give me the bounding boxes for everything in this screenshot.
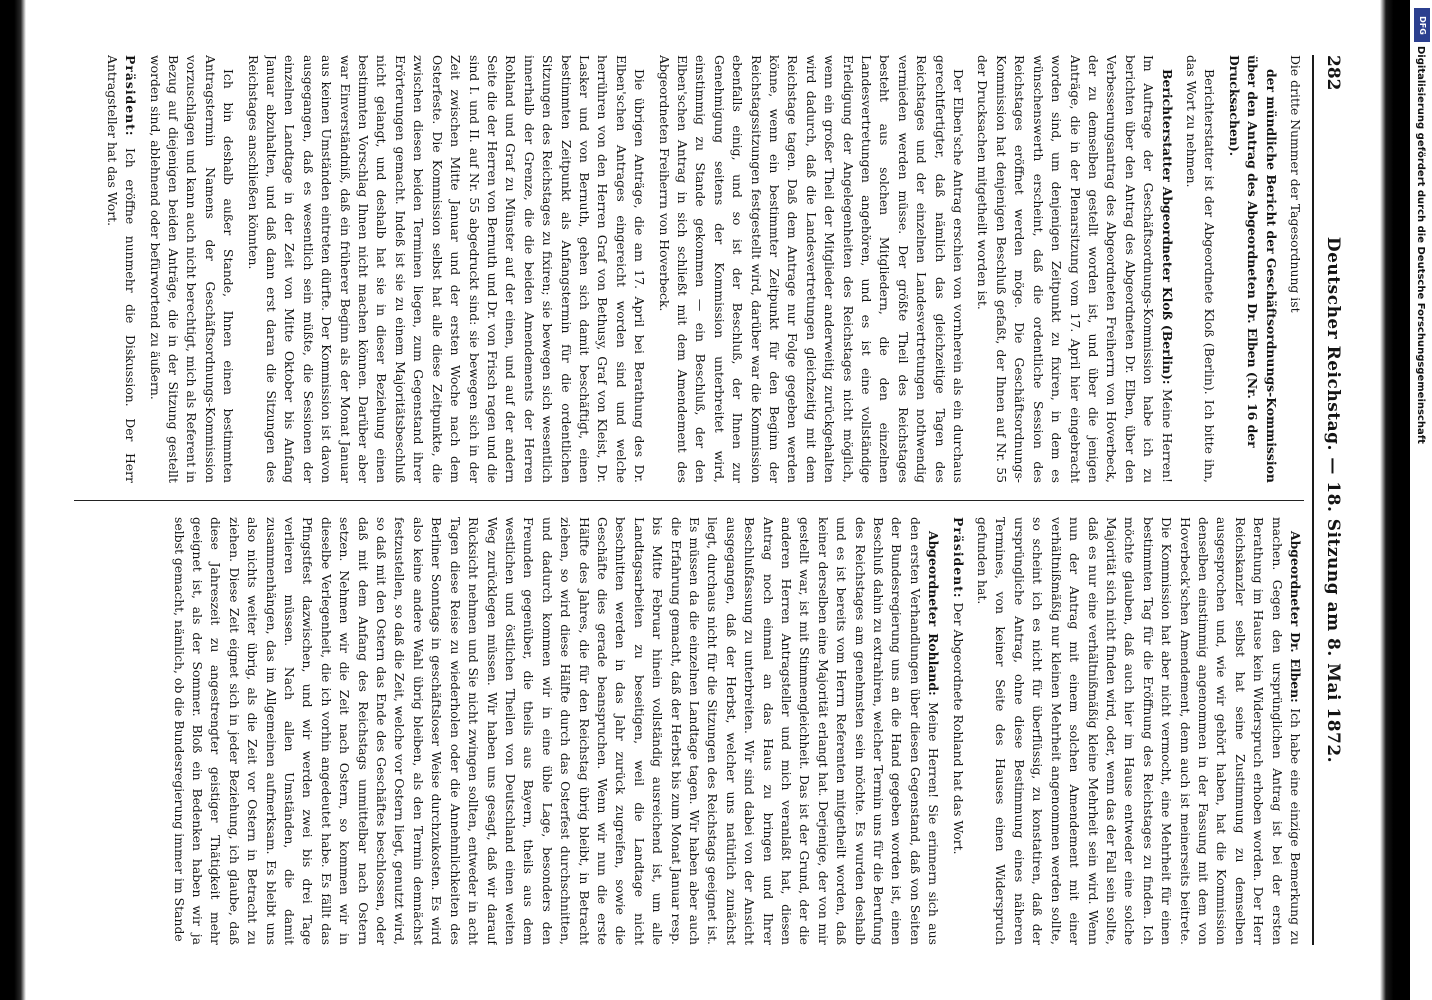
- dfg-logo-text: DFG: [1417, 15, 1427, 35]
- report-text: Meine Herren! Im Auftrage der Geschäftsordnungs-Kommission habe ich zu berichten über den Antrag des Abgeordneten Dr. Elben, über den Verbesserungsantrag des Abgeordneten Freiherrn von Hoverbeck, der zu demselben gestellt worden ist, und über die jenigen Anträge, die in der Plenarsitzung vom 17. April hier eingebracht worden sind, um denjenigen Zeitpunkt zu fixiren, in dem es wünschenswerth erscheint, daß die ordentliche Session des Reichstages eröffnet werden möge. Die Geschäftsordnungs-Kommission hat denjenigen Beschluß gefaßt, der Ihnen auf Nr. 55 der Drucksachen mitgetheilt worden ist.: [975, 55, 1175, 483]
- header-rule: [1312, 55, 1314, 945]
- page-number: 282: [1323, 55, 1343, 91]
- speech-text: Meine Herren! Sie erinnern sich aus den ersten Verhandlungen über diesen Gegenstand, daß von Seiten der Bundesregierung uns an die Hand gegeben worden ist, einen Beschluß dahin zu extrahiren, welcher Termin uns für die Berufung des Reichstages am genehmsten sein möchte. Es wurden deshalb und es ist bereits vom Herrn Referenten mitgetheilt worden, daß keiner derselben eine Majorität erlangt hat. Derjenige, der von mir gestellt war, ist mit Stimmengleichheit. Das ist der Grund, der die anderen Herren Antragsteller und mich veranlaßt hat, diesen Antrag noch einmal an das Haus zu bringen und Ihrer Beschlußfassung zu unterbreiten. Wir sind dabei von der Ansicht ausgegangen, daß der Herbst, welcher uns natürlich zunächst liegt, durchaus nicht für die Sitzungen des Reichstags geeignet ist. Es müssen da die einzelnen Landtage tagen. Wir haben aber auch die Erfahrung gemacht, daß der Herbst bis zum Monat Januar resp. bis Mitte Februar hinein vollständig ausreichend ist, um alle Landtagsarbeiten zu beseitigen, weil die Landtage nicht beschnitten werden in das Jahr zurück zugreifen, sowie die Geschäfte dies gerade beanspruchen. Wenn wir nun die erste Hälfte des Jahres, die für den Reichstag übrig bleibt, in Betracht ziehen, so wird diese Hälfte durch das Osterfest durchschnitten, und dadurch kommen wir in eine üble Lage, besonders den Freunden gegenüber, die theils aus Bayern, theils aus dem westlichen und östlichen Theilen von Deutschland einen weiten Weg zurücklegen müssen. Wir haben uns gesagt, daß wir darauf Rücksicht nehmen und Sie nicht zwingen sollten, entweder in acht Tagen diese Reise zu wiederholen oder die Annehmlichkeiten des Berliner Sonntags in geschäftsloser Weise durchzukosten. Es wird also keine andere Wahl übrig bleiben, als den Termin demnächst festzustellen, so daß die Zeit, welche vor Ostern liegt, genutzt wird, so daß mit den Ostern das Ende des Geschäftes beschlossen, oder daß mit dem Anfang des Reichstags unmittelbar nach Ostern setzen. Nehmen wir die Zeit nach Ostern, so kommen wir in dieselbe Verlegenheit, die ich vorhin angedeutet habe. Es fällt das Pfingstfest dazwischen, und wir werden zwei bis drei Tage verlieren müssen. Nach allen Umständen, die damit zusammenhängen, das im Allgemeinen aufmerksam. Es bleibt uns also nichts weiter übrig, als die Zeit vor Ostern in Betracht zu ziehen. Diese Zeit eignet sich in jeder Beziehung, ich glaube, daß diese Jahreszeit zu angestrengter geistiger Thätigkeit mehr geeignet ist, als der Sommer. Bloß ein Bedenken haben wir ja selbst gemacht, nämlich, ob die Bundesregierung immer im Stande: [171, 517, 942, 945]
- text-column-left: [74, 55, 1304, 483]
- speech-paragraph: [169, 517, 942, 945]
- document-page: [50, 55, 1350, 945]
- motion-title: der mündliche Bericht der Geschäftsordnungs-Kommission über den Antrag des Abgeordneten Dr. Elben (Nr. 16 der Drucksachen).: [1226, 55, 1279, 483]
- body-paragraph: Der Elben'sche Antrag erschien von vornherein als ein durchaus gerechtfertigter, daß nämlich das gleichzeitige Tagen des Reichstages und der einzelnen Landesvertretungen nothwendig vermieden werden müsse. Der größte Theil des Reichstages besteht aus solchen Mitgliedern, die den einzelnen Landesvertretungen angehören, und es ist eine vollständige Erledigung der Angelegenheiten des Reichstages nicht möglich, wenn ein großer Theil der Mitglieder anderweitig zurückgehalten wird dadurch, daß die Landesvertretungen gleichzeitig mit dem Reichstage tagen. Daß dem Antrage nur Folge gegeben werden könne, wenn ein bestimmter Zeitpunkt für den Beginn der Reichstagssitzungen festgestellt wird, darüber war die Kommission ebenfalls einig, und so ist der Beschluß, der Ihnen zur Genehmigung seitens der Kommission unterbreitet wird, einstimmig zu Stande gekommen — ein Beschluß, der den Elben'schen Antrag in sich schließt mit dem Amendement des Abgeordneten Freiherrn von Hoverbeck.: [656, 55, 967, 483]
- column-divider: [74, 500, 1304, 501]
- speaker-label: Präsident:: [950, 517, 966, 599]
- speech-paragraph: [973, 517, 1304, 945]
- president-paragraph: [948, 517, 966, 945]
- body-paragraph: Die übrigen Anträge, die am 17. April bei Berathung des Dr. Elben'schen Antrages eingereicht worden sind und welche herrühren von den Herren Graf von Bethusy, Graf von Kleist, Dr. Lasker und von Bernuth, gehen sich damit beschäftigt, einen bestimmten Zeitpunkt als Anfangstermin für die ordentlichen Sitzungen des Reichstages zu fixiren; sie bewegen sich wesentlich innerhalb der Grenze, die die beiden Amendements der Herren Rohland und Graf zu Münster auf der einen, und auf der andern Seite die der Herren von Bernuth und Dr. von Frisch ragen und die sind I. und II. auf Nr. 55 abgedruckt sind: sie bewegen sich in der Zeit zwischen Mitte Januar und der ersten Woche nach dem Osterfeste. Die Kommission selbst hat alle diese Zeitpunkte, die zwischen diesen beiden Terminen liegen, zum Gegenstand ihrer Erörterungen gemacht. Indeß ist sie zu einem Majoritätsbeschluß nicht gelangt, und deshalb hat sie in dieser Beziehung einen bestimmten Vorschlag Ihnen nicht machen können. Darüber aber war Einverständniß, daß ein früherer Beginn als der Monat Januar aus keinen Umständen eintreten dürfte. Der Kommission ist davon ausgegangen, daß es wesentlich sein müßte, die Sessionen der einzelnen Landtage in der Zeit von Mitte Oktober bis Anfang Januar abzuhalten, und daß dann erst daran die Sitzungen des Reichstages anschließen könnten.: [245, 55, 648, 483]
- text-column-right: [74, 517, 1304, 945]
- body-paragraph: Ich bin deshalb außer Stande, Ihnen einen bestimmten Antragstermin Namens der Geschäftsordnungs-Kommission vorzuschlagen und kann auch nicht berechtigt, mich als Referent in Bezug auf diejenigen beiden Anträge, die in der Sitzung gestellt worden sind, ablehnend oder befürwortend zu äußern.: [147, 55, 237, 483]
- speaker-label: Präsident:: [123, 55, 139, 137]
- speaker-label: Abgeordneter Rohland:: [926, 531, 942, 696]
- reporter-paragraph: Berichterstatter ist der Abgeordnete Kloß (Berlin). Ich bitte ihn, das Wort zu nehmen.: [1183, 55, 1218, 483]
- digitization-note: Digitalisierung gefördert durch die Deutsche Forschungsgemeinschaft: [1415, 46, 1426, 444]
- dfg-logo: [1414, 8, 1430, 42]
- scanner-border-left: [0, 0, 26, 1000]
- speech-text: Ich habe eine einzige Bemerkung zu machen. Gegen den ursprünglichen Antrag ist bei der ersten Berathung im Hause kein Widerspruch erhoben worden. Der Herr Reichskanzler selbst hat seine Zustimmung zu demselben ausgesprochen und, wie wir gehört haben, hat die Kommission denselben einstimmig angenommen in der Fassung mit dem von Hoverbeck'schen Amendement, denn auch ist meinerseits beitrete. Die Kommission hat aber nicht vermocht, eine Mehrheit für einen bestimmten Tag für die Eröffnung des Reichstages zu finden. Ich möchte glauben, daß auch hier im Hause entweder eine solche Majorität sich nicht finden wird, oder, wenn das der Fall sein sollte, daß es nur eine verhältnißmäßig kleine Mehrheit sein wird. Wenn nun der Antrag mit einem solchen Amendement mit einer verhältnißmäßig nur kleinen Mehrheit angenommen werden sollte, so scheint ich es nicht für überflüssig, zu konstatiren, daß der ursprüngliche Antrag, ohne diese Bestimmung eines näheren Termines, von keiner Seite des Hauses einen Widerspruch gefunden hat.: [975, 517, 1303, 945]
- president-text: Ich eröffne nunmehr die Diskussion. Der Herr Antragsteller hat das Wort.: [104, 55, 139, 483]
- scanner-border-right: [1380, 0, 1410, 1000]
- speaker-label: Berichterstatter Abgeordneter Kloß (Berlin):: [1159, 69, 1175, 385]
- page-title: Deutscher Reichstag. — 18. Sitzung am 8. Mai 1872.: [1323, 236, 1343, 764]
- page-header: [1316, 55, 1350, 945]
- speaker-label: Abgeordneter Dr. Elben:: [1288, 531, 1303, 703]
- president-text: Der Abgeordnete Rohland hat das Wort.: [950, 602, 966, 855]
- agenda-paragraph: Die dritte Nummer der Tagesordnung ist: [1288, 55, 1303, 313]
- report-paragraph: [973, 55, 1175, 483]
- president-paragraph: [102, 55, 139, 483]
